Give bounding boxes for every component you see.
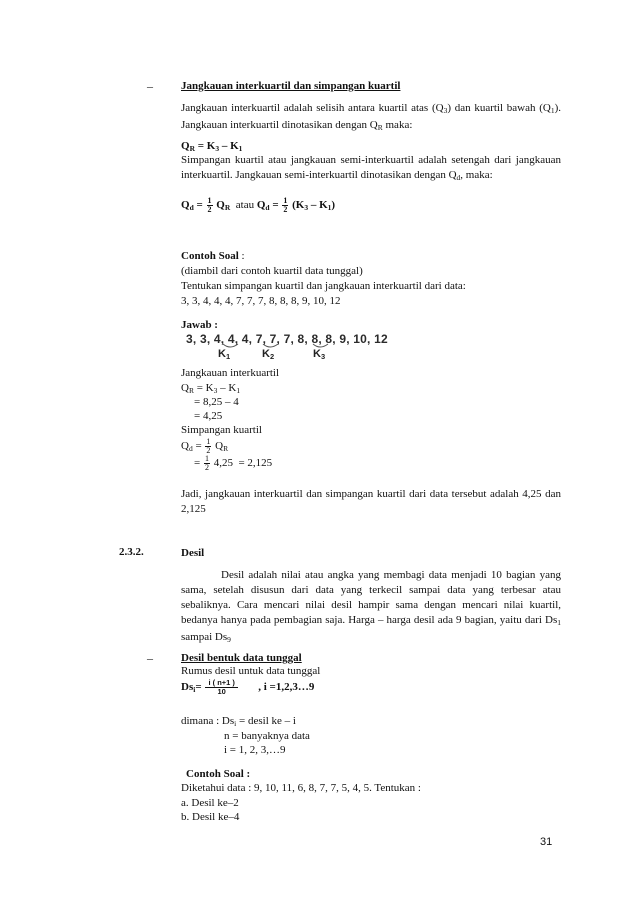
example-title: Contoh Soal : bbox=[186, 768, 251, 780]
paragraph: Desil adalah nilai atau angka yang membagi data menjadi 10 bagian yang sama, setelah disusun dari data yang terkecil sampai data yang terbesar atau sebaliknya. Cara mencari nilai desil hampir sama dengan mencari nilai kuartil, bedanya hanya pada pembagian saja. Harga – harga desil ada 9 bagian, yaitu dari $Ds_1$ sampai $Ds_9$ bbox=[181, 569, 561, 644]
formula-label: Rumus desil untuk data tunggal bbox=[181, 665, 321, 677]
definition: i = 1, 2, 3,…9 bbox=[224, 744, 286, 756]
formula: $Q_R = K_3 - K_1$ bbox=[181, 140, 243, 153]
definition: dimana : $Ds_i$ = desil ke – i bbox=[181, 715, 296, 728]
sorted-sequence: 3, 3, 4, 4, 4, 7, 7, 7, 8, 8, 8, 9, 10, 12 bbox=[186, 332, 388, 346]
page-number: 31 bbox=[540, 836, 553, 848]
section-heading: Desil bentuk data tunggal bbox=[181, 652, 302, 664]
section-number: 2.3.2. bbox=[119, 546, 144, 558]
k3-label: $K_3$ bbox=[313, 348, 326, 361]
calc-line: = $\frac{1}{2}$ 4,25 = 2,125 bbox=[194, 454, 273, 472]
definition: n = banyaknya data bbox=[224, 730, 310, 742]
paragraph: Simpangan kuartil atau jangkauan semi-interkuartil adalah setengah dari jangkauan interkuartil. Jangkauan semi-interkuartil dinotasikan dengan $Q_d$, maka: bbox=[181, 154, 561, 182]
calc-label: Jangkauan interkuartil bbox=[181, 367, 280, 379]
formula: $Q_d$ = $\frac{1}{2}$ $Q_R$ atau $Q_d$ = $\frac{1}{2}$ $(K_3 - K_1)$ bbox=[181, 196, 336, 214]
example-data: 3, 3, 4, 4, 4, 7, 7, 7, 8, 8, 8, 9, 10, 12 bbox=[181, 295, 341, 307]
calc-line: = 8,25 – 4 bbox=[194, 396, 239, 408]
calc-line: $Q_R = K_3 - K_1$ bbox=[181, 382, 241, 395]
paragraph: Jangkauan interkuartil adalah selisih antara kuartil atas $(Q_3)$ dan kuartil bawah $(Q_1)$. Jangkauan interkuartil dinotasikan dengan $Q_R$ maka: bbox=[181, 102, 562, 132]
k2-label: $K_2$ bbox=[262, 348, 275, 361]
answer-label: Jawab : bbox=[181, 319, 218, 331]
example-question: Tentukan simpangan kuartil dan jangkauan interkuartil dari data: bbox=[181, 280, 466, 292]
example-data: Diketahui data : 9, 10, 11, 6, 8, 7, 7, 5, 4, 5. Tentukan : bbox=[181, 782, 421, 794]
calc-line: $Q_d$ = $\frac{1}{2}$ $Q_R$ bbox=[181, 437, 229, 455]
list-item: b. Desil ke–4 bbox=[181, 811, 240, 823]
bullet-dash: – bbox=[147, 651, 153, 665]
calc-label: Simpangan kuartil bbox=[181, 424, 262, 436]
list-item: a. Desil ke–2 bbox=[181, 797, 239, 809]
section-heading: Jangkauan interkuartil dan simpangan kuartil bbox=[181, 80, 401, 92]
example-note: (diambil dari contoh kuartil data tunggal) bbox=[181, 265, 363, 277]
section-title: Desil bbox=[181, 547, 205, 559]
formula: $Ds_i=$ $\frac{i ( n+1 )}{10}$ , i =1,2,3…9 bbox=[181, 678, 315, 696]
bullet-dash: – bbox=[147, 79, 153, 93]
example-title: Contoh Soal : bbox=[181, 250, 245, 262]
calc-line: = 4,25 bbox=[194, 410, 223, 422]
conclusion: Jadi, jangkauan interkuartil dan simpangan kuartil dari data tersebut adalah 4,25 dan 2,125 bbox=[181, 488, 561, 515]
k1-label: $K_1$ bbox=[218, 348, 231, 361]
